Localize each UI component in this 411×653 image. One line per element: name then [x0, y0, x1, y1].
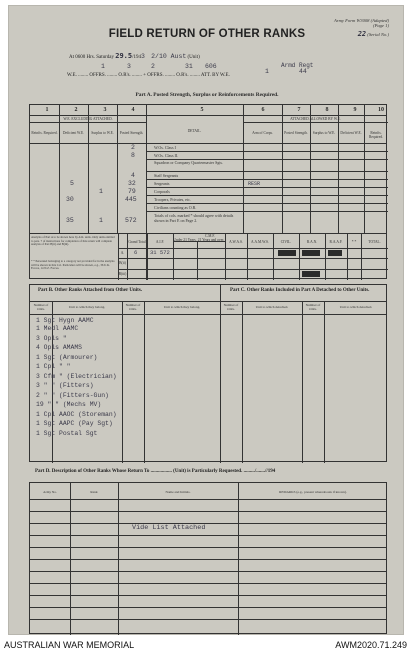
part-c-heading: Part C. Other Ranks Included in Part A Detached to Other Units.: [230, 288, 370, 293]
attached-entry: 1 Sgt AAPC (Pay Sgt): [36, 420, 113, 427]
posted-troopers: 445: [125, 196, 137, 203]
year-label: /194: [132, 55, 141, 60]
col-num-5: 5: [200, 107, 204, 113]
attached-entry: 1 Sgt (Armourer): [36, 354, 98, 361]
part-d-table: [29, 482, 387, 634]
col-num-7: 7: [297, 107, 301, 113]
part-c-number-1: Number of O.Rs.: [223, 303, 239, 311]
part-d-rank: Rank: [90, 490, 98, 494]
analysis-under21: Under 21 Years.: [173, 238, 197, 242]
footer-accession: AWM2020.71.249: [335, 640, 407, 650]
deficient-total: 35: [66, 217, 74, 224]
personnel-note: * * Personnel belonging to a category not provided for in the analysis will be shown in this Col. Particulars will be shown, e.g., 36 U.K. Forces, 14 N.Z. Forces.: [31, 259, 115, 271]
part-d-army-no: Army No.: [43, 490, 57, 494]
part-d-name: Name and Initials.: [165, 490, 191, 494]
attached-entry: 3 " " (Fitters): [36, 382, 94, 389]
detail-troopers: Troopers, Privates, etc.: [154, 197, 191, 202]
col-num-3: 3: [103, 107, 107, 113]
footer-credit: AUSTRALIAN WAR MEMORIAL: [4, 640, 135, 650]
part-a-table: [29, 104, 387, 279]
form-sheet: [8, 5, 404, 635]
col-num-4: 4: [131, 107, 135, 113]
att-label: ATT. BY W.E.: [200, 73, 230, 78]
ors-label-1: O.R's.: [118, 73, 131, 78]
attached-entry: 3 Opls ": [36, 335, 67, 342]
head-surplus-att: Surplus to W.E.: [312, 131, 336, 135]
at-label: At 0600 Hrs. Saturday: [69, 55, 114, 60]
analysis-ran: R.A.N.: [306, 240, 318, 244]
we-typed-7: 44: [299, 68, 307, 75]
analysis-note: Analysis of Part A to be shown here by ALL units. Only units entitled to pars. 7 of instructions for completion of this return will complete analysis of Part B(ii) and B(iii).: [31, 235, 115, 247]
part-b-number-2: Number of O.Rs.: [125, 303, 141, 311]
part-d-typed: Vide List Attached: [132, 524, 206, 532]
head-detail: DETAIL.: [187, 129, 202, 133]
analysis-aif: A.I.F.: [155, 240, 165, 244]
attached-entry: 2 " " (Fitters-Gun): [36, 392, 109, 399]
part-d-heading: Part D. Description of Other Ranks Whose Return To ................. (Unit) is Particularly Requested. ........./.......//194: [35, 469, 276, 474]
analysis-raaf: R.A.A.F.: [329, 240, 343, 244]
attached-entry: 1 Cpl " ": [36, 363, 71, 370]
form-number-label: Army Form W3008 (Adapted): [334, 18, 389, 23]
part-b-number-1: Number of O.Rs.: [33, 303, 49, 311]
analysis-total: TOTAL.: [368, 240, 381, 244]
attached-entry: 1 Sgt Hygn AAMC: [36, 317, 94, 324]
col-num-8: 8: [325, 107, 329, 113]
col-num-10: 10: [378, 107, 384, 113]
analysis-civil: CIVIL.: [280, 240, 292, 244]
header-line-1: [69, 52, 200, 60]
head-deficient: Deficient W.E.: [62, 131, 85, 135]
offrs-label-1: OFFRS.: [89, 73, 106, 78]
surplus-cpls: 1: [99, 188, 103, 195]
header-line-2: W.E. ........ OFFRS. ........ O.R's. ........ + OFFRS. ........ O.R's. ........ ATT. BY W.E.: [67, 73, 230, 78]
posted-wo1: 2: [131, 144, 135, 151]
attached-entry: 4 Opls AMAMS: [36, 344, 83, 351]
head-posted-att: Posted Strength.: [284, 131, 308, 135]
col-num-9: 9: [353, 107, 357, 113]
redaction-mark: [278, 250, 296, 256]
detail-cpls: Corporals: [154, 189, 170, 194]
unit-typed-2: Armd Regt: [281, 62, 314, 69]
head-deficient-att: Deficient W.E.: [340, 131, 362, 135]
part-bc-table: [29, 284, 387, 462]
serial-label: (Serial No.): [367, 32, 389, 38]
analysis-grand: Grand Total: [128, 240, 146, 244]
we-excluding-head: W.E. EXCLUDING ATTACHED.: [63, 117, 113, 121]
analysis-over21: 21 Years and over.: [197, 238, 225, 242]
posted-total: 572: [125, 217, 137, 224]
part-d-heading-text: Part D. Description of Other Ranks Whose Return To: [35, 469, 150, 474]
part-c-unit-2: Unit to which detached.: [339, 305, 373, 309]
analysis-other: * *: [351, 240, 357, 244]
date-typed: 29.5: [115, 52, 133, 60]
detail-staff-sgts: Staff Sergeants: [154, 173, 179, 178]
head-arm-of-corps: Arm of Corps.: [252, 131, 273, 135]
part-d-remarks: REMARKS (e.g., present whereabouts if known).: [279, 490, 347, 494]
arm-typed: RESR: [248, 181, 261, 187]
grand-typed: 6: [134, 249, 138, 256]
attached-entry: 19 " " (Mechs MV): [36, 401, 102, 408]
attached-entry: 1 Cpl AAOC (Storeman): [36, 411, 117, 418]
attached-entry: 1 Medl AAMC: [36, 325, 79, 332]
redaction-mark: [302, 271, 320, 277]
posted-wo2: 8: [131, 152, 135, 159]
part-c-unit-1: Unit to which detached.: [255, 305, 289, 309]
deficient-sgts: 5: [70, 180, 74, 187]
posted-staff-sgts: 4: [131, 172, 135, 179]
surplus-total: 1: [99, 217, 103, 224]
we-typed-4: 31: [185, 63, 193, 70]
form-title: FIELD RETURN OF OTHER RANKS: [108, 28, 306, 40]
aif-typed: 31 572: [150, 249, 170, 256]
part-b-heading: Part B. Other Ranks Attached from Other Units.: [38, 288, 143, 293]
ors-label-2: O.R's.: [176, 73, 189, 78]
we-typed-5: 606: [205, 63, 217, 70]
row-a: A.: [120, 251, 125, 255]
cmf-head: C.M.F.: [205, 234, 215, 238]
head-reinfts-required: Reinfts. Required.: [31, 131, 58, 135]
we-typed-1: 1: [101, 63, 105, 70]
row-bii: B(ii): [119, 261, 126, 265]
detail-qms: Squadron or Company Quartermaster Sgts.: [154, 160, 223, 165]
head-surplus: Surplus to W.E.: [91, 131, 114, 135]
unit-label: (Unit): [187, 55, 200, 60]
col-num-2: 2: [74, 107, 78, 113]
we-typed-3: 2: [151, 63, 155, 70]
unit-typed: 2/10 Aust: [151, 53, 187, 60]
part-b-unit-1: Unit to which they belong.: [68, 305, 106, 309]
attached-allowed-head: ATTACHED ALLOWED BY W.E.: [290, 117, 341, 121]
part-b-unit-2: Unit to which they belong.: [163, 305, 201, 309]
redaction-mark: [328, 250, 342, 256]
posted-sgts: 32: [128, 180, 136, 187]
part-a-heading: Part A. Posted Strength, Surplus or Reinforcements Required.: [135, 92, 279, 98]
detail-wo2: W.Os. Class II.: [154, 153, 179, 158]
form-page-label: (Page 1): [373, 23, 389, 29]
part-d-heading-date: /194: [266, 469, 276, 474]
col-num-1: 1: [45, 107, 49, 113]
col-num-6: 6: [261, 107, 265, 113]
deficient-troopers: 30: [66, 196, 74, 203]
attached-entry: 1 Sgt Postal Sgt: [36, 430, 98, 437]
head-reinfts-att: Reinfts. Required.: [368, 131, 384, 139]
analysis-awas: A.W.A.S.: [229, 240, 243, 244]
year-typed: 3: [141, 53, 145, 60]
we-label: W.E.: [67, 73, 77, 78]
serial-typed: 22: [357, 30, 367, 39]
footer: [0, 637, 411, 653]
detail-civilians: Civilians counting as O.R.: [154, 205, 197, 210]
detail-sgts: Sergeants: [154, 181, 170, 186]
we-typed-6: 1: [265, 68, 269, 75]
attached-entry: 3 Cfm " (Electrician): [36, 373, 117, 380]
analysis-aamws: A.A.M.W.S.: [251, 240, 269, 244]
we-typed-2: 3: [127, 63, 131, 70]
row-biii: B(iii): [118, 272, 127, 276]
head-posted: Posted Strength.: [119, 131, 144, 135]
part-d-heading-mid: (Unit) is Particularly Requested.: [173, 469, 243, 474]
detail-totals: Totals of cols. marked * should agree with details shown in Part E on Page 2.: [154, 213, 234, 223]
redaction-mark: [302, 250, 320, 256]
part-c-number-2: Number of O.Rs.: [305, 303, 321, 311]
offrs-label-2: OFFRS.: [147, 73, 164, 78]
posted-cpls: 79: [128, 188, 136, 195]
detail-wo1: W.Os. Class I: [154, 145, 176, 150]
